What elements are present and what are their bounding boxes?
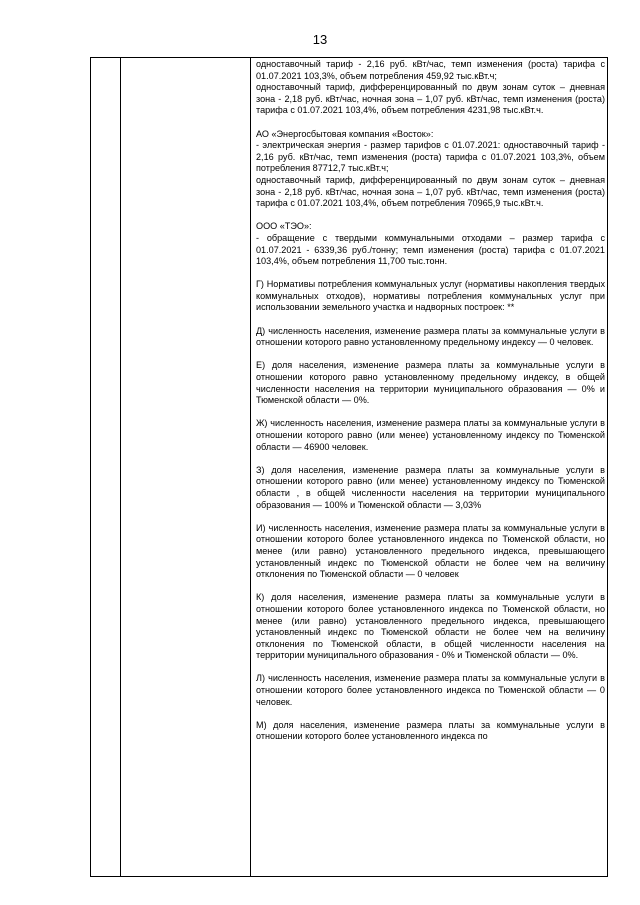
paragraph: Ж) численность населения, изменение размера платы за коммунальные услуги в отношении которого равно (или менее) установленному индексу по Тюменской области — 46900 человек. — [256, 418, 605, 452]
content-cell — [251, 58, 607, 876]
page-number: 13 — [312, 32, 328, 47]
paragraph: З) доля населения, изменение размера платы за коммунальные услуги в отношении которого равно (или менее) установленному индексу по Тюменской области , в общей численности населения на территории муниципального образования — 100% и Тюменской области — 3,03% — [256, 464, 605, 510]
paragraph-spacer — [256, 662, 605, 674]
paragraph: Е) доля населения, изменение размера платы за коммунальные услуги в отношении которого равно установленному предельному индексу, в общей численности населения на территории муниципального образования — 0% и Тюменской области — 0%. — [256, 360, 605, 406]
paragraph-spacer — [256, 511, 605, 523]
paragraph-spacer — [256, 314, 605, 326]
paragraph: И) численность населения, изменение размера платы за коммунальные услуги в отношении которого более установленного индекса по Тюменской области, но менее (или равно) установленного предельного индекса, превышающего установленный индекс по Тюменской области не более чем на величину отклонения по Тюменской области — 0 человек — [256, 522, 605, 580]
paragraph: одноставочный тариф, дифференцированный по двум зонам суток – дневная зона - 2,18 руб. кВт/час, ночная зона – 1,07 руб. кВт/час, темп изменения (роста) тарифа с 01.07.2021 103,4%, объем потребления 70965,9 тыс.кВт.ч. — [256, 174, 605, 209]
paragraph: К) доля населения, изменение размера платы за коммунальные услуги в отношении которого более установленного индекса по Тюменской области, но менее (или равно) установленного предельного индекса, превышающего установленный индекс по Тюменской области не более чем на величину отклонения по Тюменской области, в общей численности населения на территории муниципального образования - 0% и Тюменской области — 0%. — [256, 592, 605, 661]
document-table — [90, 57, 608, 877]
paragraph: - обращение с твердыми коммунальными отходами – размер тарифа с 01.07.2021 - 6339,36 руб./тонну; темп изменения (роста) тарифа с 01.07.2021 103,4%, объем потребления 11,700 тыс.тонн. — [256, 232, 605, 267]
column-divider-1 — [120, 58, 121, 876]
paragraph-spacer — [256, 349, 605, 361]
paragraph-spacer — [256, 453, 605, 465]
paragraph: Л) численность населения, изменение размера платы за коммунальные услуги в отношении которого более установленного индекса по Тюменской области — 0 человек. — [256, 673, 605, 707]
paragraph: одноставочный тариф - 2,16 руб. кВт/час, темп изменения (роста) тарифа с 01.07.2021 103,3%, объем потребления 459,92 тыс.кВт.ч; — [256, 59, 605, 81]
paragraph: М) доля населения, изменение размера платы за коммунальные услуги в отношении которого более установленного индекса по — [256, 719, 605, 742]
paragraph-spacer — [256, 708, 605, 720]
paragraph-spacer — [256, 581, 605, 593]
paragraph-spacer — [256, 210, 605, 222]
paragraph: одноставочный тариф, дифференцированный по двум зонам суток – дневная зона - 2,18 руб. кВт/час, ночная зона – 1,07 руб. кВт/час, темп изменения (роста) тарифа с 01.07.2021 103,4%, объем потребления 4231,98 тыс.кВт.ч. — [256, 82, 605, 116]
paragraph: АО «Энергосбытовая компания «Восток»: — [256, 128, 434, 139]
paragraph: ООО «ТЭО»: — [256, 221, 312, 232]
paragraph: Д) численность населения, изменение размера платы за коммунальные услуги в отношении которого равно установленному предельному индексу — 0 человек. — [256, 325, 605, 348]
paragraph: - электрическая энергия - размер тарифов с 01.07.2021: одноставочный тариф - 2,16 руб. кВт/час, темп изменения (роста) тарифа с 01.07.2021 103,3%, объем потребления 87712,7 тыс.кВт.ч; — [256, 140, 605, 174]
paragraph-spacer — [256, 117, 605, 129]
paragraph-spacer — [256, 268, 605, 280]
paragraph: Г) Нормативы потребления коммунальных услуг (нормативы накопления твердых коммунальных отходов), нормативы потребления коммунальных услуг при использовании земельного участка и надворных построек: ** — [256, 279, 605, 313]
paragraph-spacer — [256, 407, 605, 419]
